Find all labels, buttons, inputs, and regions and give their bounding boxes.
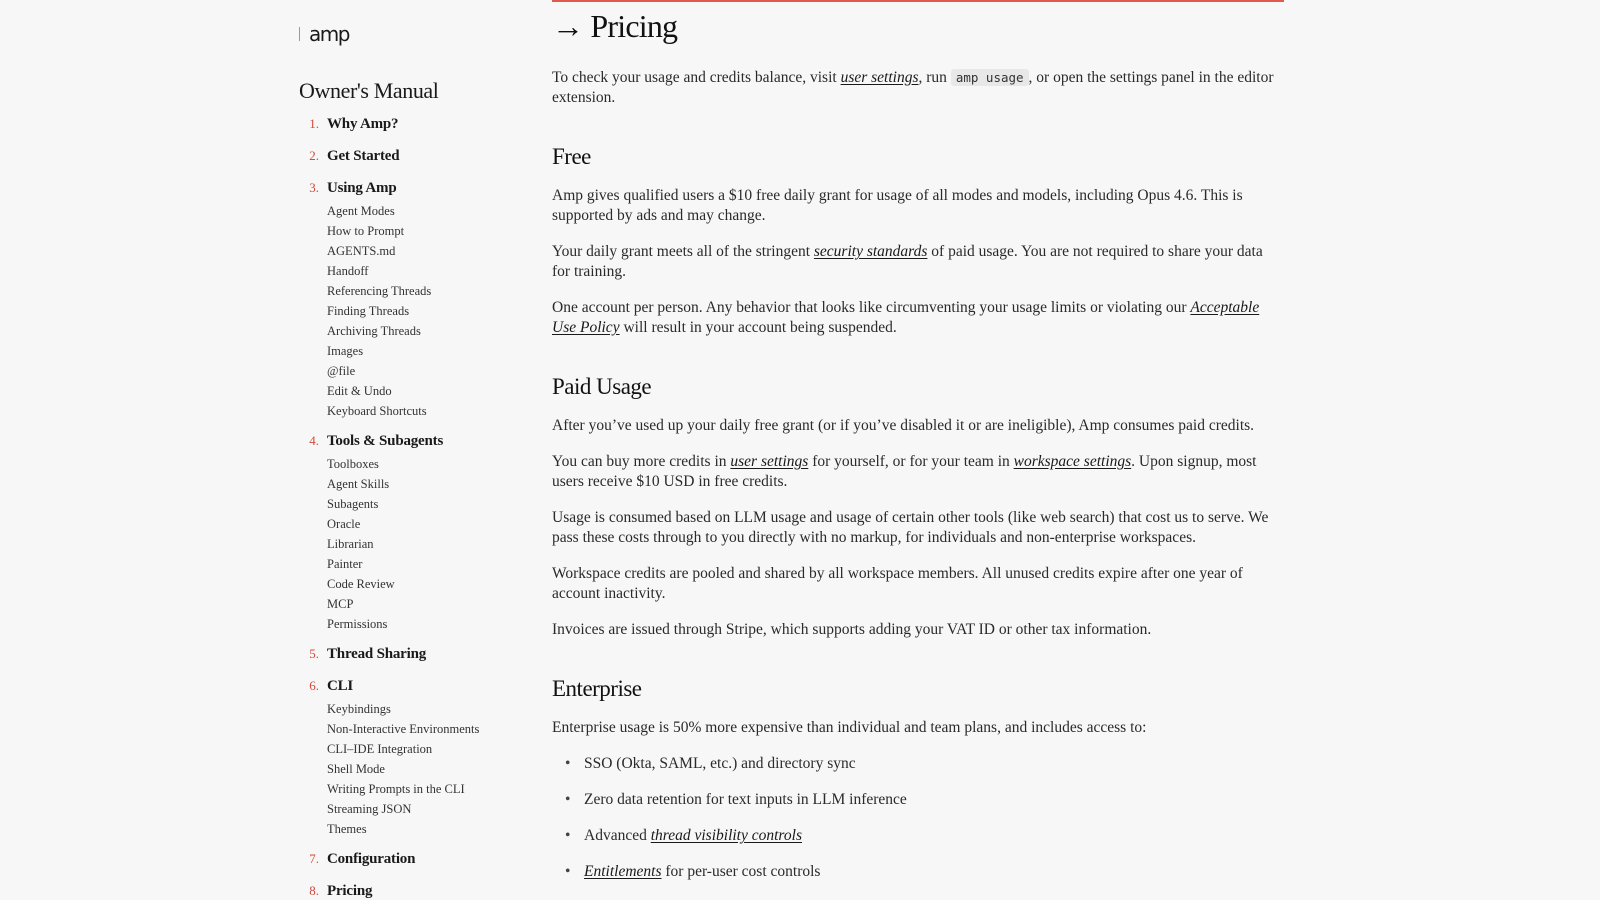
toc-subitem[interactable]: Painter	[327, 557, 363, 571]
toc-number: 2.	[309, 148, 319, 163]
toc-number: 3.	[309, 180, 319, 195]
toc-subitems	[299, 699, 529, 839]
toc-number: 5.	[309, 646, 319, 661]
enterprise-feature-list	[552, 754, 1284, 882]
toc-section	[299, 883, 529, 900]
list-item: • Entitlements for per-user cost controls	[584, 862, 1284, 882]
toc-number: 6.	[309, 678, 319, 693]
main-content	[552, 0, 1284, 900]
toc-link[interactable]	[299, 678, 529, 698]
toc-subitem[interactable]: @file	[327, 364, 356, 378]
toc-link[interactable]	[299, 148, 529, 168]
toc-label: CLI	[327, 678, 354, 694]
toc-label: Pricing	[327, 883, 373, 899]
toc-subitem[interactable]: Toolboxes	[327, 457, 379, 471]
toc-subitem[interactable]: Permissions	[327, 617, 388, 631]
intro-paragraph: To check your usage and credits balance, visit user settings, run amp usage , or open the settings panel in the editor extension.	[552, 69, 1274, 106]
toc-subitem[interactable]: Agent Modes	[327, 204, 395, 218]
toc-section	[299, 180, 529, 421]
page-title: → Pricing	[552, 8, 678, 44]
toc-subitem[interactable]: Handoff	[327, 264, 369, 278]
toc-number: 1.	[309, 116, 319, 131]
toc-section	[299, 116, 529, 136]
sidebar	[299, 0, 529, 900]
heading-paid-usage: Paid Usage	[552, 374, 652, 399]
toc-link[interactable]	[299, 883, 529, 900]
logo-divider	[299, 27, 300, 41]
toc-subitem[interactable]: Keybindings	[327, 702, 391, 716]
toc-section	[299, 851, 529, 871]
toc-link[interactable]	[299, 433, 529, 453]
free-paragraph-2: Your daily grant meets all of the stringent security standards of paid usage. You are not required to share your data for training.	[552, 243, 1263, 280]
toc-subitem[interactable]: Oracle	[327, 517, 361, 531]
toc-section	[299, 148, 529, 168]
toc-label: Thread Sharing	[327, 646, 427, 662]
heading-enterprise: Enterprise	[552, 676, 642, 701]
toc-subitem[interactable]: Subagents	[327, 497, 379, 511]
paid-paragraph-3: Usage is consumed based on LLM usage and usage of certain other tools (like web search) that cost us to serve. We pass these costs through to you directly with no markup, for individuals and non-enterprise workspaces.	[552, 509, 1269, 546]
manual-title: Owner's Manual	[299, 78, 439, 103]
table-of-contents	[299, 116, 529, 900]
toc-subitem[interactable]: Code Review	[327, 577, 395, 591]
toc-subitem[interactable]: Keyboard Shortcuts	[327, 404, 427, 418]
toc-subitem[interactable]: Writing Prompts in the CLI	[327, 782, 465, 796]
toc-section	[299, 678, 529, 839]
thread-visibility-controls-link[interactable]: thread visibility controls	[650, 827, 802, 844]
toc-subitem[interactable]: Finding Threads	[327, 304, 410, 318]
toc-label: Using Amp	[327, 180, 397, 196]
toc-label: Why Amp?	[327, 116, 399, 132]
toc-section	[299, 646, 529, 666]
toc-subitem[interactable]: Referencing Threads	[327, 284, 432, 298]
toc-subitems	[299, 201, 529, 421]
paid-paragraph-2: You can buy more credits in user settings for yourself, or for your team in workspace settings. Upon signup, most users receive $10 USD in free credits.	[552, 453, 1257, 490]
toc-subitem[interactable]: Streaming JSON	[327, 802, 412, 816]
toc-subitem[interactable]: How to Prompt	[327, 224, 405, 238]
toc-label: Configuration	[327, 851, 416, 867]
toc-subitem[interactable]: Images	[327, 344, 364, 358]
toc-link[interactable]	[299, 851, 529, 871]
toc-subitem[interactable]: Agent Skills	[327, 477, 390, 491]
toc-subitems	[299, 454, 529, 634]
toc-subitem[interactable]: Librarian	[327, 537, 374, 551]
logo-text: amp	[309, 22, 349, 46]
user-settings-link[interactable]: user settings	[840, 69, 919, 86]
paid-paragraph-4: Workspace credits are pooled and shared by all workspace members. All unused credits expire after one year of account inactivity.	[552, 565, 1243, 602]
paid-paragraph-5: Invoices are issued through Stripe, which supports adding your VAT ID or other tax information.	[552, 621, 1152, 638]
paid-paragraph-1: After you’ve used up your daily free grant (or if you’ve disabled it or are ineligible), Amp consumes paid credits.	[552, 417, 1255, 434]
security-standards-link[interactable]: security standards	[813, 243, 928, 260]
workspace-settings-link[interactable]: workspace settings	[1013, 453, 1132, 470]
toc-subitem[interactable]: AGENTS.md	[327, 244, 396, 258]
heading-free: Free	[552, 144, 591, 169]
list-item: • Zero data retention for text inputs in LLM inference	[584, 790, 1284, 810]
toc-section	[299, 433, 529, 634]
toc-subitem[interactable]: MCP	[327, 597, 354, 611]
user-settings-link-2[interactable]: user settings	[730, 453, 809, 470]
toc-label: Tools & Subagents	[327, 433, 444, 449]
toc-link[interactable]	[299, 180, 529, 200]
toc-subitem[interactable]: Archiving Threads	[327, 324, 421, 338]
free-paragraph-1: Amp gives qualified users a $10 free daily grant for usage of all modes and models, including Opus 4.6. This is supported by ads and may change.	[552, 187, 1243, 224]
list-item: • Advanced thread visibility controls	[584, 826, 1284, 846]
toc-subitem[interactable]: Shell Mode	[327, 762, 385, 776]
toc-subitem[interactable]: Non-Interactive Environments	[327, 722, 480, 736]
toc-subitem[interactable]: CLI–IDE Integration	[327, 742, 433, 756]
toc-number: 7.	[309, 851, 319, 866]
toc-link[interactable]	[299, 116, 529, 136]
acceptable-use-policy-link[interactable]: Acceptable Use Policy	[552, 299, 1260, 336]
amp-usage-command: amp usage	[951, 69, 1029, 86]
toc-subitem[interactable]: Themes	[327, 822, 367, 836]
toc-number: 8.	[309, 883, 319, 898]
list-item: • SSO (Okta, SAML, etc.) and directory sync	[584, 754, 1284, 774]
entitlements-link[interactable]: Entitlements	[584, 863, 662, 880]
free-paragraph-3: One account per person. Any behavior that looks like circumventing your usage limits or violating our Acceptable Use Policy will result in your account being suspended.	[552, 299, 1260, 336]
logo[interactable]	[299, 22, 349, 46]
toc-subitem[interactable]: Edit & Undo	[327, 384, 392, 398]
toc-number: 4.	[309, 433, 319, 448]
toc-label: Get Started	[327, 148, 400, 164]
top-accent-rule	[552, 0, 1284, 2]
enterprise-paragraph-1: Enterprise usage is 50% more expensive than individual and team plans, and includes access to:	[552, 719, 1147, 736]
article-body	[552, 68, 1284, 898]
toc-link[interactable]	[299, 646, 529, 666]
